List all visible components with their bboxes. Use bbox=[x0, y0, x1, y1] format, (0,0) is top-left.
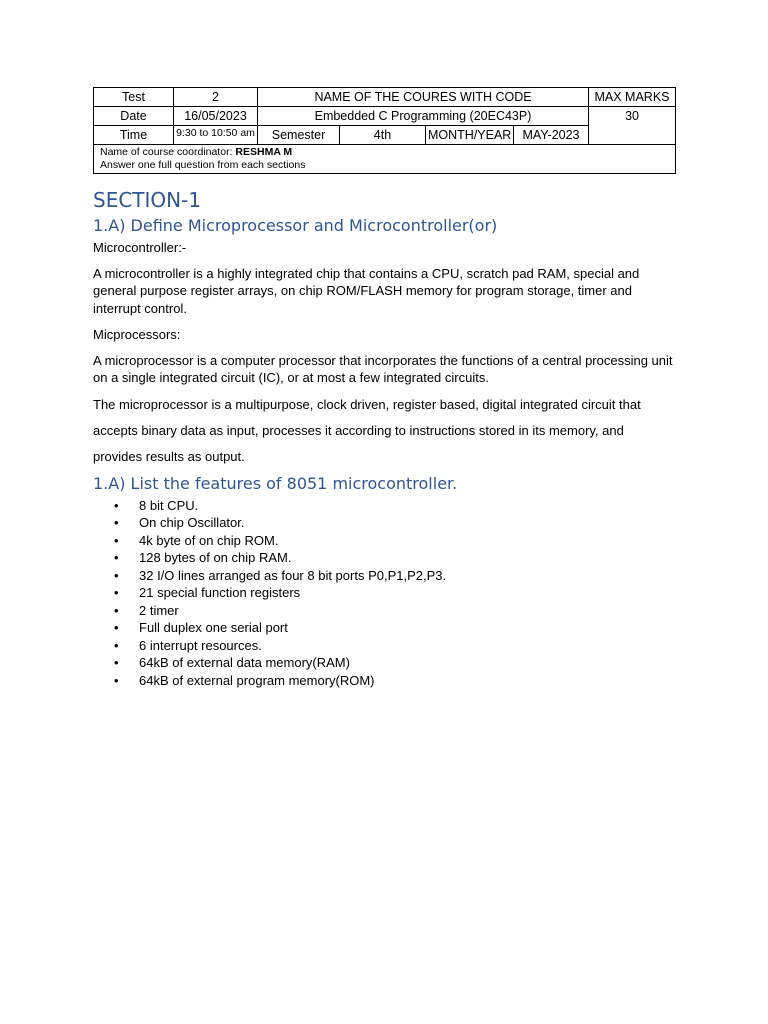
coordinator-row bbox=[94, 145, 676, 174]
microcontroller-definition: A microcontroller is a highly integrated chip that contains a CPU, scratch pad RAM, special and general purpose register arrays, on chip ROM/FLASH memory for program storage, timer and interrupt control. bbox=[93, 265, 640, 316]
list-item: • 32 I/O lines arranged as four 8 bit ports P0,P1,P2,P3. bbox=[114, 567, 447, 583]
bullet-icon: • bbox=[114, 655, 119, 670]
test-label: Test bbox=[94, 88, 174, 107]
bullet-icon: • bbox=[114, 532, 119, 548]
exam-header-table bbox=[93, 87, 676, 174]
max-marks-value: 30 bbox=[589, 107, 676, 145]
list-item: • Full duplex one serial port bbox=[114, 620, 288, 635]
bullet-icon: • bbox=[114, 550, 119, 565]
coordinator-name: RESHMA M bbox=[235, 146, 293, 158]
list-item: • 8 bit CPU. bbox=[114, 497, 199, 513]
list-item: • 2 timer bbox=[114, 602, 179, 618]
month-year-label: MONTH/YEAR bbox=[426, 126, 514, 145]
question-1-heading: 1.A) Define Microprocessor and Microcontroller(or) bbox=[93, 216, 498, 235]
microprocessor-description-line: The microprocessor is a multipurpose, clock driven, register based, digital integrated circuit that bbox=[93, 396, 641, 412]
list-item: • 4k byte of on chip ROM. bbox=[114, 532, 279, 548]
microprocessor-label: Micprocessors: bbox=[93, 327, 181, 342]
bullet-icon: • bbox=[114, 515, 119, 530]
max-marks-label: MAX MARKS bbox=[589, 88, 676, 107]
semester-value: 4th bbox=[340, 126, 426, 145]
microcontroller-label: Microcontroller:- bbox=[93, 240, 187, 255]
document-page bbox=[93, 87, 675, 689]
course-heading: NAME OF THE COURES WITH CODE bbox=[258, 88, 589, 107]
microprocessor-description-line: provides results as output. bbox=[93, 448, 245, 464]
bullet-icon: • bbox=[114, 567, 119, 583]
date-label: Date bbox=[94, 107, 174, 126]
features-list bbox=[93, 497, 675, 690]
test-value: 2 bbox=[174, 88, 258, 107]
time-label: Time bbox=[94, 126, 174, 145]
date-value: 16/05/2023 bbox=[174, 107, 258, 126]
coordinator-label: Name of course coordinator: bbox=[100, 146, 236, 158]
bullet-icon: • bbox=[114, 620, 119, 635]
microprocessor-description-line: accepts binary data as input, processes it according to instructions stored in its memory, and bbox=[93, 422, 624, 438]
microprocessor-definition: A microprocessor is a computer processor that incorporates the functions of a central processing unit on a single integrated circuit (IC), or at most a few integrated circuits. bbox=[93, 352, 673, 385]
list-item: • On chip Oscillator. bbox=[114, 515, 245, 530]
list-item: • 64kB of external program memory(ROM) bbox=[114, 672, 375, 688]
question-2-heading: 1.A) List the features of 8051 microcontroller. bbox=[93, 473, 458, 493]
semester-label: Semester bbox=[258, 126, 340, 145]
instruction-text: Answer one full question from each sections bbox=[100, 159, 306, 171]
bullet-icon: • bbox=[114, 672, 119, 688]
time-value: 9:30 to 10:50 am bbox=[174, 126, 258, 145]
list-item: • 6 interrupt resources. bbox=[114, 637, 262, 653]
month-year-value: MAY-2023 bbox=[514, 126, 589, 145]
bullet-icon: • bbox=[114, 602, 119, 618]
section-title: SECTION-1 bbox=[93, 188, 202, 212]
bullet-icon: • bbox=[114, 497, 119, 513]
list-item: • 21 special function registers bbox=[114, 585, 301, 600]
bullet-icon: • bbox=[114, 585, 119, 600]
list-item: • 128 bytes of on chip RAM. bbox=[114, 550, 292, 565]
list-item: • 64kB of external data memory(RAM) bbox=[114, 655, 350, 670]
course-name: Embedded C Programming (20EC43P) bbox=[258, 107, 589, 126]
bullet-icon: • bbox=[114, 637, 119, 653]
